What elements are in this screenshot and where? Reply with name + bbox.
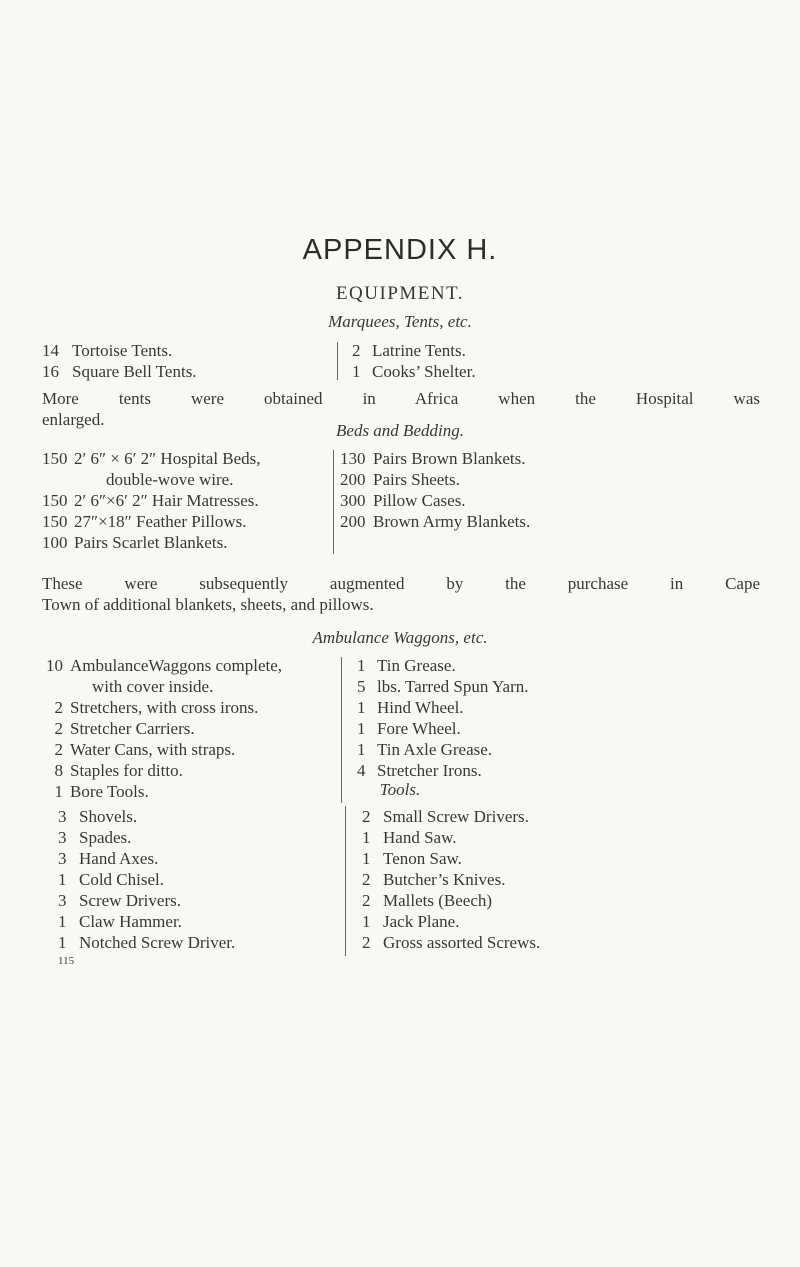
list-item: 3 Hand Axes. xyxy=(58,849,159,868)
list-item: 130 Pairs Brown Blankets. xyxy=(340,449,526,468)
list-item: with cover inside. xyxy=(92,677,214,696)
marquees-right-list xyxy=(352,340,476,382)
list-item: 14 Tortoise Tents. xyxy=(42,341,173,360)
beds-note: These were subsequently augmented by the purchase in Cape Town of additional blankets, sheets, and pillows. xyxy=(42,574,760,614)
list-item: 200 Brown Army Blankets. xyxy=(340,512,531,531)
marquees-note: More tents were obtained in Africa when the Hospital was enlarged. xyxy=(42,389,760,429)
appendix-title: APPENDIX H. xyxy=(302,234,498,266)
list-item: 2 Gross assorted Screws. xyxy=(362,933,541,952)
list-item: 16 Square Bell Tents. xyxy=(42,362,197,381)
list-item: 5 lbs. Tarred Spun Yarn. xyxy=(357,677,529,696)
ambulance-subhead: Ambulance Waggons, etc. xyxy=(312,628,488,647)
list-item: 1 Bore Tools. xyxy=(54,782,149,801)
list-item: 3 Spades. xyxy=(58,828,132,847)
list-item: 2 Latrine Tents. xyxy=(352,341,466,360)
beds-left-list xyxy=(42,448,261,553)
tools-right-list xyxy=(362,806,540,953)
list-item: 2 Mallets (Beech) xyxy=(362,891,493,910)
list-item: 4 Stretcher Irons. xyxy=(357,761,482,780)
list-item: 2 Small Screw Drivers. xyxy=(362,807,529,826)
page-number: 115 xyxy=(58,955,75,967)
list-item: 1 Claw Hammer. xyxy=(58,912,182,931)
marquees-left-list xyxy=(42,340,197,382)
list-item: 1 Notched Screw Driver. xyxy=(58,933,236,952)
marquees-subhead: Marquees, Tents, etc. xyxy=(328,312,472,331)
beds-right-list xyxy=(340,448,530,532)
list-item: 1 Cold Chisel. xyxy=(58,870,165,889)
beds-subhead: Beds and Bedding. xyxy=(336,421,464,440)
column-divider xyxy=(337,342,338,380)
list-item: 8 Staples for ditto. xyxy=(54,761,183,780)
list-item: 1 Cooks’ Shelter. xyxy=(352,362,476,381)
list-item: 2 Butcher’s Knives. xyxy=(362,870,506,889)
tools-subhead: Tools. xyxy=(379,780,421,799)
list-item: double-wove wire. xyxy=(106,470,234,489)
list-item: 2 Stretcher Carriers. xyxy=(54,719,195,738)
list-item: 3 Shovels. xyxy=(58,807,138,826)
list-item: 1 Tenon Saw. xyxy=(362,849,462,868)
list-item: 200 Pairs Sheets. xyxy=(340,470,460,489)
list-item: 1 Hind Wheel. xyxy=(357,698,464,717)
list-item: 3 Screw Drivers. xyxy=(58,891,181,910)
list-item: 1 Tin Axle Grease. xyxy=(357,740,493,759)
list-item: 1 Hand Saw. xyxy=(362,828,457,847)
list-item: 1 Tin Grease. xyxy=(357,656,456,675)
ambulance-right-list xyxy=(357,655,529,781)
list-item: 1 Fore Wheel. xyxy=(357,719,461,738)
column-divider xyxy=(333,450,334,554)
column-divider xyxy=(345,806,346,956)
list-item: 2 Stretchers, with cross irons. xyxy=(54,698,259,717)
list-item: 300 Pillow Cases. xyxy=(340,491,466,510)
list-item: 150 27″×18″ Feather Pillows. xyxy=(42,512,247,531)
list-item: 150 2′ 6″ × 6′ 2″ Hospital Beds, xyxy=(42,449,261,468)
list-item: 1 Jack Plane. xyxy=(362,912,460,931)
list-item: 10 AmbulanceWaggons complete, xyxy=(46,656,283,675)
list-item: 2 Water Cans, with straps. xyxy=(54,740,236,759)
tools-left-list xyxy=(58,806,235,953)
list-item: 100 Pairs Scarlet Blankets. xyxy=(42,533,228,552)
section-title: EQUIPMENT. xyxy=(335,283,465,304)
list-item: 150 2′ 6″×6′ 2″ Hair Matresses. xyxy=(42,491,259,510)
